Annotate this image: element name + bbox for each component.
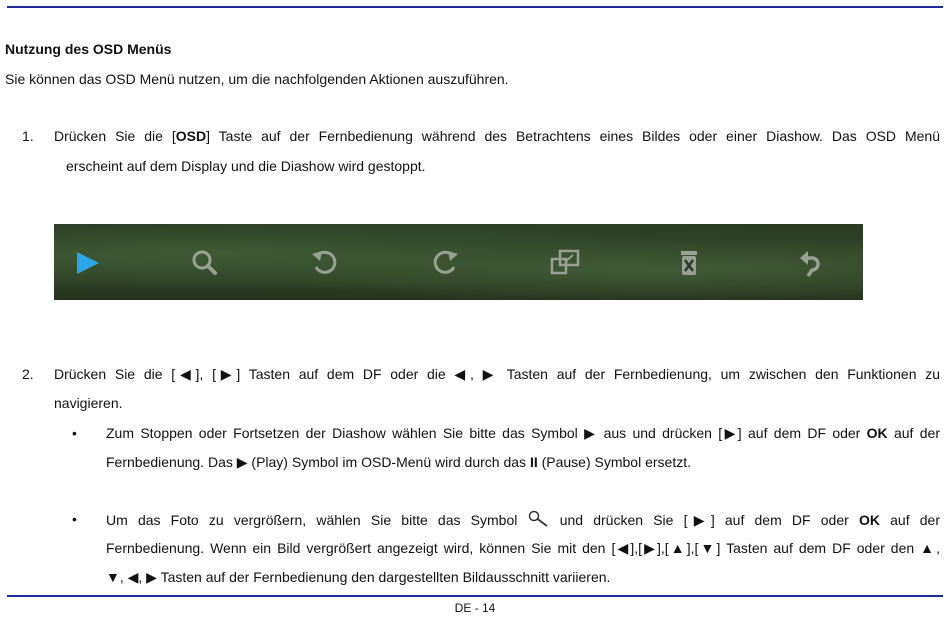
bullet-1-line-2 (106, 453, 691, 471)
ok-key-label-2: OK (858, 512, 880, 528)
bullet-1-dot: • (72, 425, 77, 441)
aspect-ratio-icon (548, 246, 582, 280)
step-2-line-2: navigieren. (54, 395, 123, 411)
bullet-1-line-2-pre: Fernbedienung. Das ▶ (Play) Symbol im OSD-Menü wird durch das (106, 454, 530, 470)
step-2-number: 2. (22, 366, 34, 382)
step-1-number: 1. (22, 128, 34, 144)
play-icon (70, 246, 104, 280)
step-1-line-1 (54, 127, 940, 145)
osd-toolbar-image (54, 224, 863, 300)
section-heading: Nutzung des OSD Menüs (5, 41, 172, 57)
delete-icon (672, 246, 706, 280)
pause-symbol: II (529, 454, 538, 470)
ok-key-label: OK (866, 425, 888, 441)
osd-key-label: OSD (175, 128, 207, 144)
step-1-text-post: ] Taste auf der Fernbedienung während des Betrachtens eines Bildes oder einer Diashow. Das OSD Menü (206, 128, 941, 144)
magnifier-icon (528, 510, 550, 532)
return-icon (792, 246, 826, 280)
bullet-1-line-2-post: (Pause) Symbol ersetzt. (537, 454, 691, 470)
bullet-2-line-3: ▼, ◀, ▶ Tasten auf der Fernbedienung den dargestellten Bildausschnitt variieren. (106, 569, 611, 585)
top-rule (7, 6, 943, 8)
bullet-2-text-pre: Um das Foto zu vergrößern, wählen Sie bitte das Symbol (106, 512, 518, 528)
bullet-2-dot: • (72, 511, 77, 527)
bullet-2-line-2: Fernbedienung. Wenn ein Bild vergrößert angezeigt wird, können Sie mit den [◀],[▶],[▲],[▼] Tasten auf dem DF oder den ▲, (106, 540, 940, 556)
bullet-1-line-1 (106, 424, 940, 442)
bottom-rule (7, 595, 943, 597)
zoom-icon (188, 246, 222, 280)
intro-text: Sie können das OSD Menü nutzen, um die nachfolgenden Aktionen auszuführen. (5, 71, 509, 87)
bullet-2-text-post: und drücken Sie [▶] auf dem DF oder (559, 512, 849, 528)
bullet-2-text-end: auf der (890, 512, 940, 528)
rotate-right-icon (428, 246, 462, 280)
rotate-left-icon (308, 246, 342, 280)
page-number: DE - 14 (454, 601, 496, 615)
bullet-2-line-1 (106, 510, 940, 532)
step-1-line-2: erscheint auf dem Display und die Diashow wird gestoppt. (66, 158, 426, 174)
bullet-1-text-post: auf der (887, 425, 940, 441)
bullet-1-text-pre: Zum Stoppen oder Fortsetzen der Diashow wählen Sie bitte das Symbol ▶ aus und drücken [▶] auf dem DF oder (106, 425, 867, 441)
step-1-text-pre: Drücken Sie die [ (54, 128, 176, 144)
step-2-line-1: Drücken Sie die [◀], [▶] Tasten auf dem DF oder die ◀, ▶ Tasten auf der Fernbedienung, um zwischen den Funktionen zu (54, 366, 940, 382)
